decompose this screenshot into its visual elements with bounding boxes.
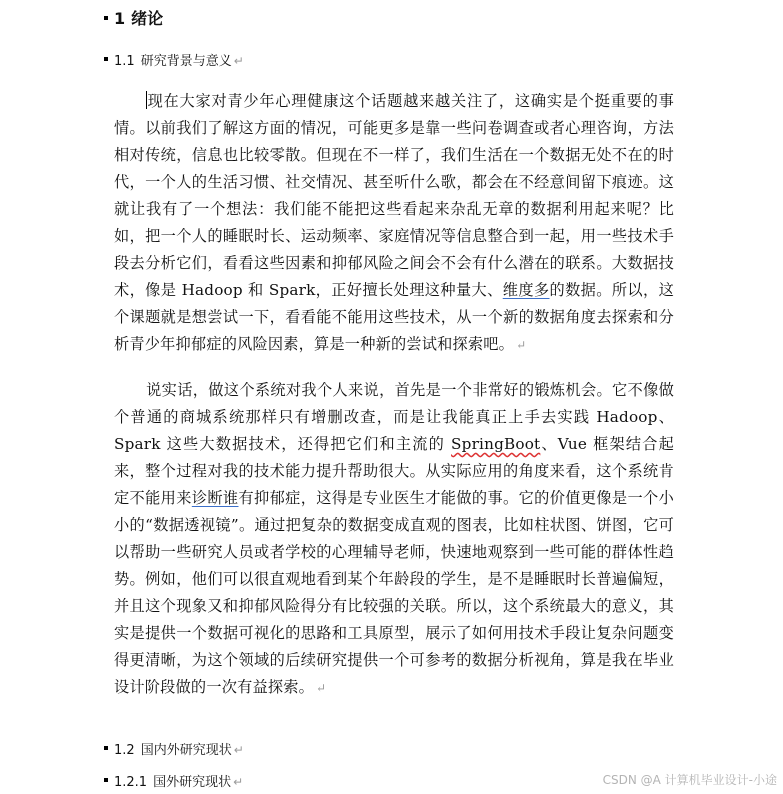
paragraph-mark: ↵ (233, 54, 244, 68)
heading-1 (104, 6, 163, 29)
paragraph-text: 说实话，做这个系统对我个人来说，首先是一个非常好的锻炼机会。它不像做个普通的商城系统那样只有增删改查，而是让我能真正上手去实践 Hadoop、Spark 这些大数据技术，还得把它们和主流的 (114, 381, 674, 453)
csdn-watermark: CSDN @A 计算机毕业设计-小途 (602, 773, 777, 787)
paragraph-mark: ↵ (233, 743, 244, 757)
heading-bullet (104, 778, 108, 782)
heading-bullet (104, 16, 108, 20)
heading-number: 1.1 (114, 54, 135, 69)
paragraph-mark: ↵ (233, 775, 244, 789)
heading-number: 1 (114, 9, 126, 28)
grammar-underline-text[interactable]: 维度多 (502, 281, 550, 299)
heading-title: 国外研究现状 (153, 775, 232, 790)
heading-title: 研究背景与意义 (140, 54, 232, 69)
paragraph-mark: ↵ (316, 681, 327, 695)
heading-bullet (104, 746, 108, 750)
heading-1-2-1 (104, 771, 243, 790)
heading-1-1 (104, 50, 244, 69)
heading-bullet (104, 57, 108, 61)
paragraph-significance[interactable] (114, 377, 674, 702)
spelling-underline-text[interactable]: SpringBoot (451, 435, 541, 453)
paragraph-text: 有抑郁症，这得是专业医生才能做的事。它的价值更像是一个小小的“数据透视镜”。通过把复杂的数据变成直观的图表，比如柱状图、饼图，它可以帮助一些研究人员或者学校的心理辅导老师，快速地观察到一些可能的群体性趋势。例如，他们可以很直观地看到某个年龄段的学生，是不是睡眠时长普遍偏短，并且这个现象又和抑郁风险得分有比较强的关联。所以，这个系统最大的意义，其实是提供一个数据可视化的思路和工具原型，展示了如何用技术手段让复杂问题变得更清晰，为这个领域的后续研究提供一个可参考的数据分析视角，算是我在毕业设计阶段做的一次有益探索。 (114, 489, 675, 696)
paragraph-mark: ↵ (516, 338, 527, 352)
paragraph-text: 现在大家对青少年心理健康这个话题越来越关注了，这确实是个挺重要的事情。以前我们了解这方面的情况，可能更多是靠一些问卷调查或者心理咨询，方法相对传统，信息也比较零散。但现在不一样了，我们生活在一个数据无处不在的时代，一个人的生活习惯、社交情况、甚至听什么歌，都会在不经意间留下痕迹。这就让我有了一个想法：我们能不能把这些看起来杂乱无章的数据利用起来呢？比如，把一个人的睡眠时长、运动频率、家庭情况等信息整合到一起，用一些技术手段去分析它们，看看这些因素和抑郁风险之间会不会有什么潜在的联系。大数据技术，像是 Hadoop 和 Spark，正好擅长处理这种量大、 (114, 92, 674, 299)
paragraph-text: 的数据。所以，这个课题就是想尝试一下，看看能不能用这些技术，从一个新的数据角度去探索和分析青少年抑郁症的风险因素，算是一种新的尝试和探索吧。 (114, 281, 674, 353)
grammar-underline-text[interactable]: 诊断谁 (191, 489, 239, 507)
heading-1-2 (104, 739, 244, 758)
heading-number: 1.2 (114, 743, 135, 758)
paragraph-background[interactable] (114, 88, 674, 359)
heading-title: 绪论 (131, 9, 164, 28)
paragraph-text: 、Vue 框架结合起来，整个过程对我的技术能力提升帮助很大。从实际应用的角度来看，这个系统肯定不能用来 (114, 435, 674, 507)
heading-number: 1.2.1 (114, 775, 148, 790)
heading-title: 国内外研究现状 (140, 743, 232, 758)
